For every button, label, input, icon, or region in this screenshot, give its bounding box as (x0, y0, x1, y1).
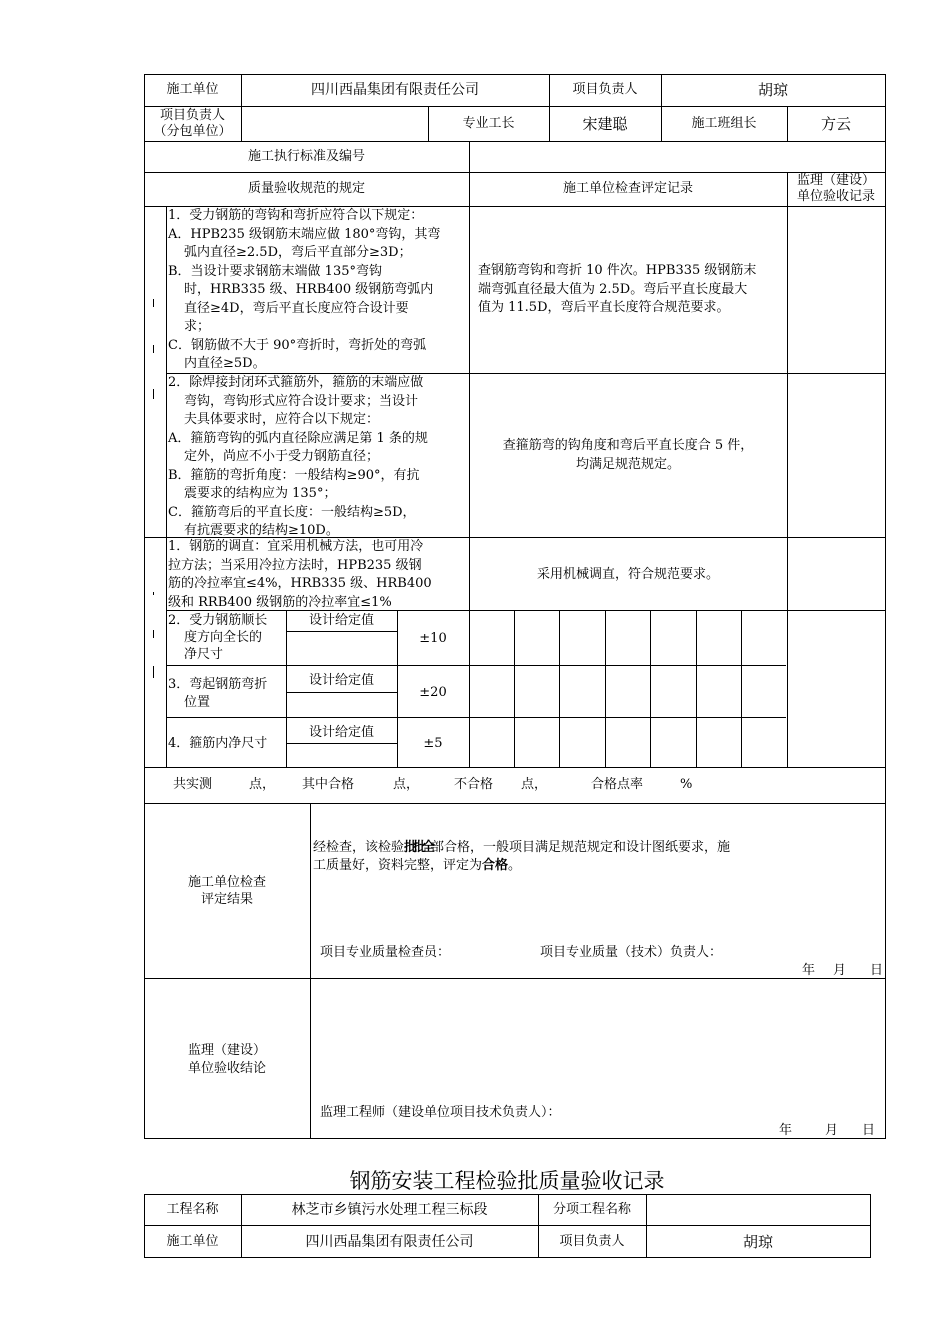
spec-label: 质量验收规范的规定 (247, 181, 365, 196)
design-value-label: 设计给定值 (308, 613, 374, 628)
summary-passed: 其中合格 (302, 777, 355, 792)
inspector-label: 项目专业质量检查员： (320, 945, 451, 960)
team-leader-label: 施工班组长 (691, 116, 757, 131)
tolerance-value: ±5 (423, 736, 443, 751)
construction-unit-label: 施工单位 (166, 1234, 219, 1249)
construction-unit-value: 四川西晶集团有限责任公司 (305, 1234, 474, 1250)
construction-unit-label: 施工单位 (166, 82, 219, 97)
record-item-1: 查钢筋弯钩和弯折 10 件次。HPB335 级钢筋末 端弯弧直径最大值为 2.5D。弯后平直长度最大 值为 11.5D，弯后平直长度符合规范要求。 (478, 263, 757, 315)
foreman-label: 专业工长 (462, 116, 515, 131)
date-month: 月 (825, 1123, 839, 1138)
date-month: 月 (833, 963, 847, 978)
project-manager-label: 项目负责人 (559, 1234, 625, 1249)
design-value-label: 设计给定值 (308, 725, 374, 740)
summary-measured: 共实测 (173, 777, 213, 792)
project-manager-label: 项目负责人 (572, 82, 638, 97)
project-manager-value: 胡琼 (742, 1233, 773, 1251)
record-straightening: 采用机械调直，符合规范要求。 (536, 567, 719, 582)
foreman-value: 宋建聪 (582, 115, 628, 133)
sub-manager-label-2: （分包单位） (153, 124, 232, 139)
date-day: 日 (862, 1123, 876, 1138)
page-title: 钢筋安装工程检验批质量验收记录 (349, 1169, 665, 1193)
spec-straightening: 1．钢筋的调直：宜采用机械方法，也可用冷 拉方法；当采用冷拉方法时，HPB235 级钢 筋的冷拉率宜≤4%，HRB335 级、HRB400 级和 RRB400 级钢筋的冷拉率宜≤1% (168, 539, 432, 610)
tolerance-row-label: 3．弯起钢筋弯折 位置 (168, 677, 268, 710)
date-day: 日 (870, 963, 884, 978)
sub-manager-label: 项目负责人 (159, 108, 225, 123)
supervision-label-2: 单位验收结论 (187, 1061, 266, 1076)
supervisor-label: 监理（建设） (796, 173, 875, 188)
conclusion-text: 经检查，该检验批批全部合格，一般项目满足规范规定和设计图纸要求，施 (313, 840, 731, 855)
conclusion-label: 施工单位检查 (187, 875, 266, 890)
summary-point: 点， (393, 777, 420, 792)
tolerance-row-label: 2．受力钢筋顺长 度方向全长的 净尺寸 (168, 613, 268, 662)
engineer-label: 监理工程师（建设单位项目技术负责人）： (320, 1105, 561, 1120)
summary-point: 点， (249, 777, 276, 792)
record-item-2: 查箍筋弯的钩角度和弯后平直长度合 5 件， 均满足规范规定。 (502, 438, 754, 472)
check-record-label: 施工单位检查评定记录 (562, 181, 693, 196)
subproject-label: 分项工程名称 (552, 1202, 631, 1217)
team-leader-value: 方云 (820, 115, 851, 133)
summary-percent: % (680, 777, 693, 792)
standard-label: 施工执行标准及编号 (247, 149, 365, 164)
date-year: 年 (802, 963, 816, 978)
date-year: 年 (779, 1123, 793, 1138)
tolerance-value: ±10 (419, 631, 447, 646)
construction-unit-value: 四川西晶集团有限责任公司 (311, 82, 479, 98)
tolerance-row-label: 4．箍筋内净尺寸 (168, 736, 268, 751)
project-name-label: 工程名称 (166, 1202, 219, 1217)
summary-rate: 合格点率 (591, 777, 644, 792)
project-manager-value: 胡琼 (757, 81, 788, 99)
supervision-label: 监理（建设） (187, 1043, 266, 1058)
conclusion-label-2: 评定结果 (200, 892, 253, 907)
project-name-value: 林芝市乡镇污水处理工程三标段 (291, 1202, 488, 1218)
supervisor-label-2: 单位验收记录 (796, 189, 875, 204)
conclusion-text-2: 工质量好，资料完整，评定为合格。 (313, 858, 522, 873)
summary-failed: 不合格 (454, 777, 494, 792)
tolerance-value: ±20 (419, 685, 447, 700)
spec-item-1: 1．受力钢筋的弯钩和弯折应符合以下规定： A．HPB235 级钢筋末端应做 180°弯钩，其弯 弧内直径≥2.5D，弯后平直部分≥3D； B．当设计要求钢筋末端做 135°弯钩 时，HRB335 级、HRB400 级钢筋弯弧内 直径≥4D，弯后平直长度应符合设计要 求； C．钢筋做不大于 90°弯折时，弯折处的弯弧 内直径≥5D。 (168, 208, 441, 371)
tech-lead-label: 项目专业质量（技术）负责人： (540, 945, 723, 960)
spec-item-2: 2．除焊接封闭环式箍筋外，箍筋的末端应做 弯钩，弯钩形式应符合设计要求；当设计 夫具体要求时，应符合以下规定： A．箍筋弯钩的弧内直径除应满足第 1 条的规 定外，尚应不小于受力钢筋直径； B．箍筋的弯折角度：一般结构≥90°，有抗 震要求的结构应为 135°； C．箍筋弯后的平直长度：一般结构≥5D， 有抗震要求的结构≥10D。 (168, 375, 428, 538)
design-value-label: 设计给定值 (308, 673, 374, 688)
summary-point: 点， (521, 777, 548, 792)
